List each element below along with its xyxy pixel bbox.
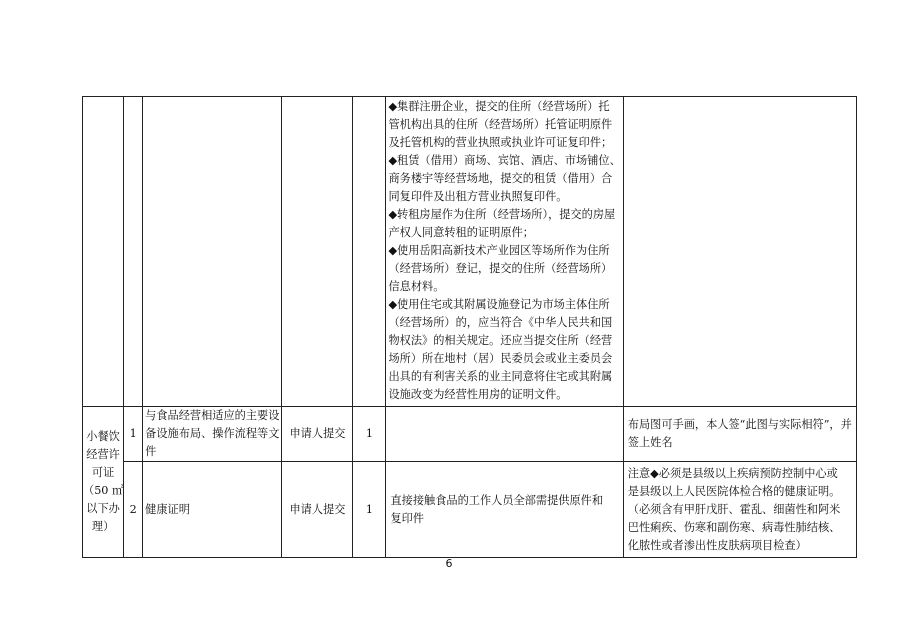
material-name-cell bbox=[143, 407, 282, 462]
requirement-line: 设施改变为经营性用房的证明文件。 bbox=[388, 388, 568, 401]
table-row bbox=[83, 407, 857, 462]
material-name-line: 健康证明 bbox=[145, 502, 190, 516]
item-name-line: （50 ㎡ bbox=[83, 484, 124, 497]
source-text: 申请人提交 bbox=[289, 502, 346, 516]
note-text bbox=[624, 465, 856, 555]
note-line: 注意◆必须是县级以上疾病预防控制中心或 bbox=[627, 466, 838, 480]
requirement-cell bbox=[386, 462, 623, 558]
source-text: 申请人提交 bbox=[289, 427, 346, 440]
requirement-line: （经营场所）登记，提交的住所（经营场所） bbox=[388, 262, 613, 275]
material-name-line: 与食品经营相适应的主要设 bbox=[145, 409, 280, 422]
note-line: 巴性痢疾、伤寒和副伤寒、病毒性肺结核、 bbox=[627, 520, 841, 534]
row-number-text: 2 bbox=[129, 502, 137, 516]
source-cell bbox=[282, 462, 353, 558]
note-line: 化脓性或者渗出性皮肤病项目检查） bbox=[627, 538, 807, 552]
requirement-line: 商务楼宇等经营场地，提交的租赁（借用）合 bbox=[388, 172, 613, 185]
requirement-line: 物权法》的相关规定。还应当提交住所（经营 bbox=[388, 334, 613, 347]
requirement-cell bbox=[386, 407, 623, 462]
requirements-table bbox=[82, 96, 857, 558]
note-text bbox=[624, 416, 856, 452]
requirement-line: ◆使用岳阳高新技术产业园区等场所作为住所 bbox=[388, 244, 610, 257]
row-number-text: 1 bbox=[129, 427, 137, 440]
requirement-line: ◆转租房屋作为住所（经营场所），提交的房屋 bbox=[388, 208, 616, 221]
requirement-lines bbox=[386, 97, 622, 406]
count-text: 1 bbox=[365, 502, 373, 516]
count-cell bbox=[353, 407, 386, 462]
requirement-line: 场所）所在地村（居）民委员会或业主委员会 bbox=[388, 352, 613, 365]
note-line: 签上姓名 bbox=[627, 436, 673, 449]
material-name-line: 备设施布局、操作流程等文 bbox=[145, 427, 280, 440]
count-text: 1 bbox=[365, 427, 373, 440]
requirement-line: ◆集群注册企业，提交的住所（经营场所）托 bbox=[388, 100, 610, 113]
requirement-line: 出具的有利害关系的业主同意将住宅或其附属 bbox=[388, 370, 613, 383]
requirement-line: 复印件 bbox=[390, 511, 425, 525]
row-number bbox=[124, 407, 143, 462]
item-name-line: 经营许 bbox=[86, 448, 120, 461]
item-name-line: 可证 bbox=[91, 466, 115, 479]
requirement-line: ◆使用住宅或其附属设施登记为市场主体住所 bbox=[388, 298, 610, 311]
requirement-line: 管机构出具的住所（经营场所）托管证明原件 bbox=[388, 118, 613, 131]
item-name bbox=[83, 426, 123, 538]
note-line: 布局图可手画，本人签“此图与实际相符”，并 bbox=[627, 418, 852, 431]
number-cell-continued bbox=[124, 97, 143, 407]
row-number bbox=[124, 462, 143, 558]
requirement-line: 直接接触食品的工作人员全部需提供原件和 bbox=[390, 493, 604, 507]
material-name-line: 件 bbox=[145, 445, 157, 458]
table-row bbox=[83, 462, 857, 558]
continued-row bbox=[83, 97, 857, 407]
note-line: （必须含有甲肝戊肝、霍乱、细菌性和阿米 bbox=[627, 502, 841, 516]
source-cell-continued bbox=[282, 97, 353, 407]
name-cell-continued bbox=[143, 97, 282, 407]
page-number: 6 bbox=[445, 557, 453, 570]
source-cell bbox=[282, 407, 353, 462]
count-cell bbox=[353, 462, 386, 558]
note-cell-continued bbox=[623, 97, 856, 407]
note-cell bbox=[623, 462, 856, 558]
item-name-line: 以下办 bbox=[86, 502, 120, 515]
requirement-line: 信息材料。 bbox=[388, 280, 445, 293]
requirement-line: （经营场所）的，应当符合《中华人民共和国 bbox=[388, 316, 613, 329]
note-line: 是县级以上人民医院体检合格的健康证明。 bbox=[627, 484, 841, 498]
requirement-line: 产权人同意转租的证明原件； bbox=[388, 226, 534, 239]
requirement-line: 及托管机构的营业执照或执业许可证复印件； bbox=[388, 136, 613, 149]
requirement-line: ◆租赁（借用）商场、宾馆、酒店、市场铺位、 bbox=[388, 154, 621, 167]
item-name-cell bbox=[83, 407, 124, 558]
item-name-line: 理） bbox=[91, 520, 115, 533]
requirement-text bbox=[386, 492, 622, 528]
material-name-cell bbox=[143, 462, 282, 558]
item-cell-continued bbox=[83, 97, 124, 407]
material-name bbox=[143, 407, 281, 461]
material-name bbox=[143, 501, 281, 519]
item-name-line: 小餐饮 bbox=[86, 430, 120, 443]
requirement-line: 同复印件及出租方营业执照复印件。 bbox=[388, 190, 568, 203]
count-cell-continued bbox=[353, 97, 386, 407]
note-cell bbox=[623, 407, 856, 462]
requirement-cell-continued bbox=[386, 97, 623, 407]
